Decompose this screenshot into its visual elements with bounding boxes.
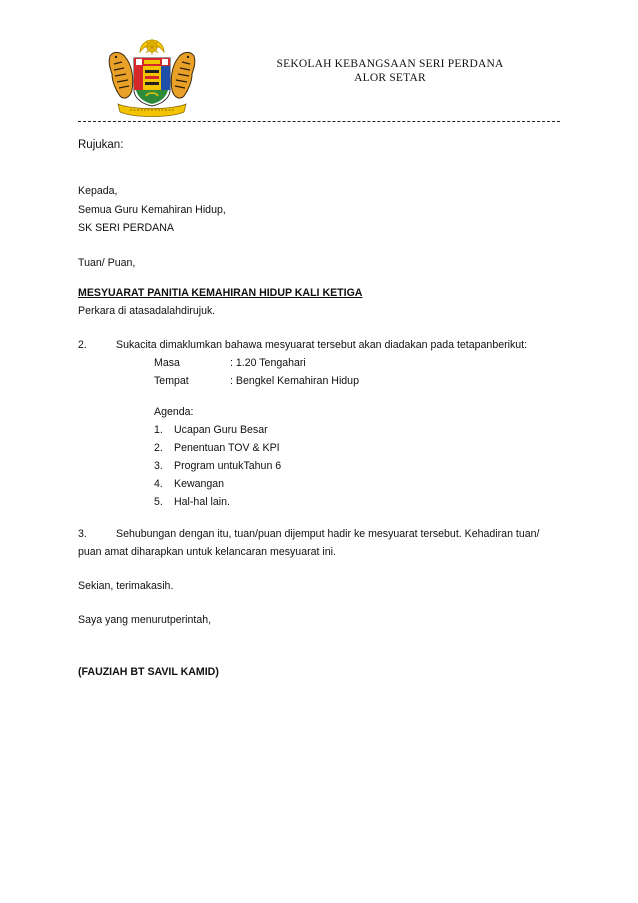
- signatory-name: (FAUZIAH BT SAVIL KAMID): [78, 666, 219, 678]
- agenda-number: 2.: [154, 442, 163, 454]
- agenda-number: 3.: [154, 460, 163, 472]
- closing-line: Sekian, terimakasih.: [78, 580, 174, 592]
- agenda-number: 4.: [154, 478, 163, 490]
- school-header: [240, 57, 540, 85]
- header-divider: [78, 121, 560, 122]
- subject-heading: MESYUARAT PANITIA KEMAHIRAN HIDUP KALI KETIGA: [78, 287, 363, 299]
- agenda-item: Hal-hal lain.: [174, 496, 230, 508]
- recipient-line-2: Semua Guru Kemahiran Hidup,: [78, 204, 226, 216]
- school-name: SEKOLAH KEBANGSAAN SERI PERDANA: [276, 58, 504, 70]
- malaysia-coat-of-arms-icon: [100, 38, 204, 118]
- sign-off-line: Saya yang menurutperintah,: [78, 614, 212, 626]
- agenda-number: 5.: [154, 496, 163, 508]
- agenda-item: Penentuan TOV & KPI: [174, 442, 280, 454]
- subject-reference-line: Perkara di atasadalahdirujuk.: [78, 305, 216, 317]
- agenda-item: Program untukTahun 6: [174, 460, 282, 472]
- detail-label-time: Masa: [154, 357, 180, 369]
- school-location: ALOR SETAR: [354, 72, 426, 84]
- paragraph-2-text: Sukacita dimaklumkan bahawa mesyuarat tersebut akan diadakan pada tetapanberikut:: [116, 339, 528, 351]
- paragraph-2-number: 2.: [78, 339, 87, 351]
- agenda-title: Agenda:: [154, 406, 194, 418]
- reference-label: Rujukan:: [78, 139, 124, 151]
- recipient-line-1: Kepada,: [78, 185, 118, 197]
- paragraph-3-line-1: Sehubungan dengan itu, tuan/puan dijemput hadir ke mesyuarat tersebut. Kehadiran tuan/: [116, 528, 540, 540]
- agenda-item: Kewangan: [174, 478, 225, 490]
- detail-value-venue: : Bengkel Kemahiran Hidup: [230, 375, 359, 387]
- recipient-line-3: SK SERI PERDANA: [78, 222, 174, 234]
- detail-value-time: : 1.20 Tengahari: [230, 357, 306, 369]
- agenda-number: 1.: [154, 424, 163, 436]
- agenda-item: Ucapan Guru Besar: [174, 424, 268, 436]
- paragraph-3-line-2: puan amat diharapkan untuk kelancaran mesyuarat ini.: [78, 546, 336, 558]
- paragraph-3-number: 3.: [78, 528, 87, 540]
- salutation: Tuan/ Puan,: [78, 257, 136, 269]
- detail-label-venue: Tempat: [154, 375, 189, 387]
